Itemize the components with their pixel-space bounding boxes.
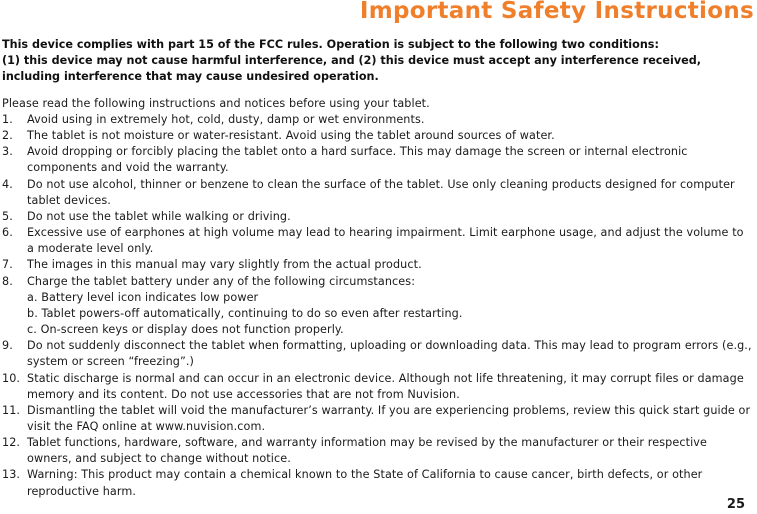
item-text: Excessive use of earphones at high volume may lead to hearing impairment. Limit earphone usage, and adjust the volume to a moderate level only. [27, 226, 744, 256]
list-item [2, 177, 754, 209]
list-item [2, 338, 754, 370]
list-item [2, 112, 754, 128]
item-text: Static discharge is normal and can occur in an electronic device. Although not life threatening, it may corrupt files or damage memory and its content. Do not use accessories that are not from Nuvision. [27, 371, 744, 401]
list-item [2, 209, 754, 225]
item-number: 5. [2, 209, 13, 223]
list-item [2, 467, 754, 499]
item-text: Do not suddenly disconnect the tablet when formatting, uploading or downloading data. This may lead to program errors (e.g., system or screen “freezing”.) [27, 339, 752, 369]
sub-item-a: a. Battery level icon indicates low power [27, 290, 259, 304]
item-text: The images in this manual may vary slightly from the actual product. [27, 258, 422, 272]
item-text: Charge the tablet battery under any of the following circumstances: [27, 274, 416, 288]
item-text: Avoid dropping or forcibly placing the tablet onto a hard surface. This may damage the screen or internal electronic components and void the warranty. [27, 145, 688, 175]
item-number: 6. [2, 226, 13, 240]
item-text: Avoid using in extremely hot, cold, dusty, damp or wet environments. [27, 113, 425, 126]
page-title: Important Safety Instructions [359, 0, 754, 24]
list-item [2, 274, 754, 339]
fcc-line-1: This device complies with part 15 of the FCC rules. Operation is subject to the following two conditions: [2, 38, 659, 51]
intro-text: Please read the following instructions and notices before using your tablet. [2, 97, 430, 110]
item-number: 10. [2, 371, 21, 385]
item-number: 13. [2, 468, 21, 482]
item-number: 7. [2, 258, 13, 272]
list-item [2, 371, 754, 403]
item-text-group [27, 274, 754, 339]
item-number: 8. [2, 274, 13, 288]
fcc-notice [2, 37, 754, 85]
item-number: 2. [2, 129, 13, 143]
item-text: Do not use alcohol, thinner or benzene to clean the surface of the tablet. Use only cleaning products designed for computer tablet devices. [27, 177, 735, 207]
fcc-line-3: including interference that may cause undesired operation. [2, 70, 379, 83]
item-number: 9. [2, 339, 13, 353]
instruction-list [2, 112, 754, 500]
list-item [2, 435, 754, 467]
item-text: Warning: This product may contain a chemical known to the State of California to cause cancer, birth defects, or other reproductive harm. [27, 468, 703, 498]
item-number: 3. [2, 145, 13, 159]
item-number: 11. [2, 403, 21, 417]
list-item [2, 128, 754, 144]
item-text: Do not use the tablet while walking or driving. [27, 209, 291, 223]
item-number: 1. [2, 113, 13, 126]
item-text: Tablet functions, hardware, software, and warranty information may be revised by the manufacturer or their respective owners, and subject to change without notice. [27, 436, 707, 466]
sub-item-c: c. On-screen keys or display does not function properly. [27, 323, 344, 337]
list-item [2, 144, 754, 176]
sub-item-b: b. Tablet powers-off automatically, continuing to do so even after restarting. [27, 306, 463, 320]
list-item [2, 403, 754, 435]
item-text: The tablet is not moisture or water-resistant. Avoid using the tablet around sources of water. [27, 129, 555, 143]
page-number: 25 [726, 497, 745, 512]
item-number: 4. [2, 177, 13, 191]
fcc-line-2: (1) this device may not cause harmful interference, and (2) this device must accept any interference received, [2, 54, 701, 67]
item-text: Dismantling the tablet will void the manufacturer’s warranty. If you are experiencing problems, review this quick start guide or visit the FAQ online at www.nuvision.com. [27, 403, 751, 433]
item-number: 12. [2, 436, 21, 450]
list-item [2, 257, 754, 273]
list-item [2, 225, 754, 257]
